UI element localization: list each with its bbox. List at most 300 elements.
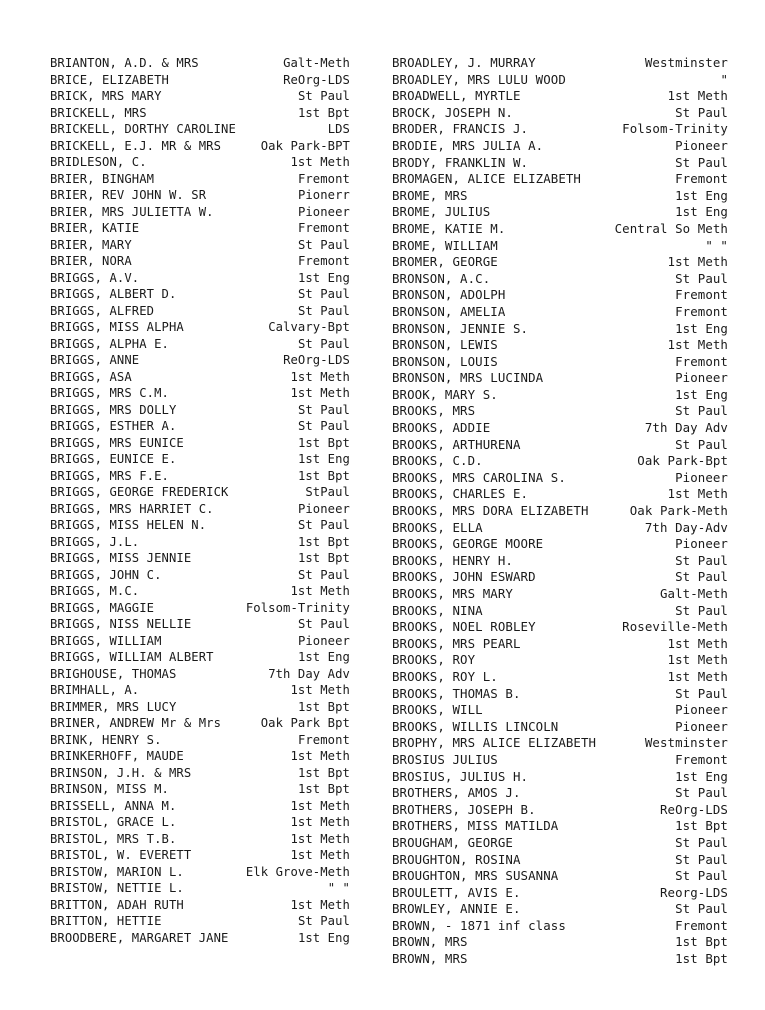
- entry-name: BRIMMER, MRS LUCY: [50, 699, 177, 714]
- entry-name: BROMAGEN, ALICE ELIZABETH: [392, 171, 581, 187]
- entry-church: St Paul: [675, 685, 728, 701]
- entry-church: 1st Eng: [297, 270, 350, 285]
- entry-name: BROOKS, ROY: [392, 652, 476, 668]
- entry-name: BROUGHTON, MRS SUSANNA: [392, 868, 559, 884]
- entry-name: BRIDLESON, C.: [50, 155, 147, 169]
- list-item: [392, 852, 728, 869]
- entry-name: BRIGGS, M.C.: [50, 584, 140, 598]
- list-item: [392, 835, 728, 852]
- entry-name: BROTHERS, JOSEPH B.: [392, 801, 536, 817]
- entry-church: 1st Meth: [667, 652, 728, 668]
- entry-name: BRINSON, MISS M.: [50, 782, 169, 796]
- entry-name: BRONSON, MRS LUCINDA: [392, 370, 544, 386]
- entry-church: Calvary-Bpt: [268, 320, 350, 334]
- list-item: [392, 702, 728, 719]
- entry-church: ReOrg-LDS: [283, 72, 350, 87]
- list-item: [392, 918, 728, 935]
- entry-name: BROOKS, ARTHURENA: [392, 436, 521, 452]
- list-item: [392, 818, 728, 835]
- entry-name: BRISTOW, MARION L.: [50, 864, 184, 879]
- entry-name: BROODBERE, MARGARET JANE: [50, 930, 229, 945]
- entry-name: BROPHY, MRS ALICE ELIZABETH: [392, 735, 597, 751]
- list-item: [50, 138, 350, 155]
- entry-church: 1st Eng: [675, 386, 728, 402]
- list-item: [50, 930, 350, 947]
- entry-church: Folsom-Trinity: [622, 121, 728, 137]
- entry-name: BRICE, ELIZABETH: [50, 72, 169, 87]
- list-item: [50, 748, 350, 765]
- list-item: [392, 486, 728, 503]
- list-item: [392, 88, 728, 105]
- entry-name: BRINSON, J.H. & MRS: [50, 765, 192, 780]
- entry-name: BRINKERHOFF, MAUDE: [50, 749, 184, 763]
- entry-church: Fremont: [297, 254, 350, 268]
- entry-church: St Paul: [297, 567, 350, 582]
- list-item: [392, 868, 728, 885]
- entry-church: 1st Meth: [667, 254, 728, 270]
- entry-church: ReOrg-LDS: [659, 801, 728, 817]
- list-item: [392, 802, 728, 819]
- list-item: [50, 616, 350, 633]
- entry-church: 7th Day-Adv: [644, 519, 728, 535]
- list-item: [392, 420, 728, 437]
- entry-church: Pioneer: [675, 718, 728, 734]
- entry-church: 1st Eng: [675, 320, 728, 336]
- list-item: [392, 287, 728, 304]
- entry-church: St Paul: [297, 419, 350, 433]
- entry-name: BROWLEY, ANNIE E.: [392, 901, 521, 917]
- entry-name: BRIGGS, ALPHA E.: [50, 336, 169, 351]
- right-column: [392, 55, 728, 968]
- list-item: [392, 885, 728, 902]
- entry-church: Fremont: [297, 732, 350, 747]
- entry-name: BROOKS, NOEL ROBLEY: [392, 619, 536, 635]
- entry-church: St Paul: [675, 154, 728, 170]
- entry-church: Fremont: [675, 751, 728, 767]
- list-item: [50, 385, 350, 402]
- entry-church: St Paul: [675, 552, 728, 568]
- list-item: [50, 600, 350, 617]
- entry-name: BRINK, HENRY S.: [50, 732, 162, 747]
- entry-name: BROOKS, HENRY H.: [392, 552, 513, 568]
- entry-name: BRIGGS, MISS JENNIE: [50, 551, 192, 565]
- entry-church: Galt-Meth: [659, 586, 728, 601]
- entry-name: BROADWELL, MYRTLE: [392, 88, 521, 104]
- entry-name: BROOKS, JOHN ESWARD: [392, 569, 536, 585]
- entry-church: St Paul: [675, 403, 728, 419]
- entry-name: BRONSON, JENNIE S.: [392, 320, 529, 336]
- entry-church: 1st Meth: [667, 337, 728, 353]
- entry-church: 1st Bpt: [297, 468, 350, 483]
- list-item: [392, 238, 728, 255]
- list-item: [392, 619, 728, 636]
- entry-name: BROWN, - 1871 inf class: [392, 917, 566, 933]
- list-item: [392, 403, 728, 420]
- entry-church: 1st Meth: [667, 635, 728, 651]
- list-item: [50, 319, 350, 336]
- entry-church: St Paul: [675, 785, 728, 801]
- list-item: [50, 847, 350, 864]
- entry-church: Fremont: [675, 353, 728, 369]
- list-item: [50, 649, 350, 666]
- list-item: [392, 553, 728, 570]
- list-item: [50, 336, 350, 353]
- entry-church: Roseville-Meth: [622, 619, 728, 635]
- entry-church: 1st Bpt: [675, 818, 728, 834]
- list-item: [392, 453, 728, 470]
- list-item: [392, 503, 728, 520]
- entry-church: Oak Park-Meth: [629, 503, 728, 519]
- entry-church: " ": [705, 237, 728, 253]
- entry-name: BROOKS, WILLIS LINCOLN: [392, 718, 559, 734]
- entry-church: 1st Meth: [290, 369, 350, 384]
- list-item: [50, 121, 350, 138]
- entry-church: Pioneer: [297, 204, 350, 219]
- entry-church: Galt-Meth: [283, 56, 350, 70]
- entry-name: BROOKS, THOMAS B.: [392, 685, 521, 701]
- entry-name: BRIGGS, MAGGIE: [50, 600, 155, 615]
- list-item: [50, 831, 350, 848]
- entry-name: BRIGGS, WILLIAM: [50, 633, 162, 648]
- entry-church: 1st Meth: [667, 88, 728, 104]
- list-item: [50, 435, 350, 452]
- list-item: [50, 220, 350, 237]
- entry-name: BROADLEY, J. MURRAY: [392, 55, 536, 70]
- entry-name: BRONSON, LEWIS: [392, 337, 498, 353]
- entry-name: BRONSON, A.C.: [392, 270, 491, 286]
- entry-church: 1st Meth: [667, 486, 728, 502]
- entry-name: BRIER, MRS JULIETTA W.: [50, 204, 214, 219]
- list-item: [50, 880, 350, 897]
- entry-name: BROOKS, MRS CAROLINA S.: [392, 469, 566, 485]
- entry-church: St Paul: [297, 617, 350, 631]
- list-item: [50, 253, 350, 270]
- entry-church: 7th Day Adv: [268, 666, 350, 681]
- entry-name: BRIGGS, MRS HARRIET C.: [50, 501, 214, 516]
- entry-name: BRIGGS, ALBERT D.: [50, 287, 177, 301]
- list-item: [50, 484, 350, 501]
- entry-church: 1st Meth: [290, 831, 350, 846]
- entry-name: BROME, WILLIAM: [392, 237, 498, 253]
- list-item: [392, 719, 728, 736]
- entry-name: BROOKS, MRS MARY: [392, 586, 513, 601]
- list-item: [392, 387, 728, 404]
- entry-name: BRISTOL, W. EVERETT: [50, 848, 192, 862]
- entry-name: BROCK, JOSEPH N.: [392, 104, 513, 120]
- entry-name: BRISSELL, ANNA M.: [50, 798, 177, 813]
- list-item: [392, 72, 728, 89]
- list-item: [50, 105, 350, 122]
- entry-name: BROOKS, MRS DORA ELIZABETH: [392, 503, 589, 519]
- entry-name: BRISTOL, MRS T.B.: [50, 831, 177, 846]
- list-item: [50, 88, 350, 105]
- entry-church: Fremont: [675, 303, 728, 319]
- entry-church: 1st Meth: [290, 155, 350, 169]
- entry-church: 1st Meth: [667, 668, 728, 684]
- entry-church: 1st Meth: [290, 683, 350, 697]
- entry-church: Pionerr: [297, 188, 350, 202]
- entry-name: BROOKS, ADDIE: [392, 420, 491, 436]
- list-item: [50, 550, 350, 567]
- entry-church: 1st Eng: [675, 768, 728, 784]
- entry-name: BROME, MRS: [392, 187, 468, 203]
- list-item: [50, 55, 350, 72]
- entry-church: Westminster: [644, 55, 728, 70]
- entry-name: BRIGGS, JOHN C.: [50, 567, 162, 582]
- entry-church: St Paul: [675, 868, 728, 884]
- entry-name: BRIGGS, ALFRED: [50, 303, 155, 318]
- list-item: [50, 666, 350, 683]
- entry-church: St Paul: [675, 602, 728, 618]
- list-item: [392, 569, 728, 586]
- entry-name: BRITTON, ADAH RUTH: [50, 897, 184, 912]
- entry-church: 1st Bpt: [297, 765, 350, 780]
- entry-church: 1st Bpt: [297, 551, 350, 565]
- list-item: [392, 155, 728, 172]
- entry-name: BRIGGS, MRS F.E.: [50, 468, 169, 483]
- entry-name: BROUGHTON, ROSINA: [392, 851, 521, 867]
- list-item: [392, 55, 728, 72]
- list-item: [50, 798, 350, 815]
- entry-name: BRIER, KATIE: [50, 221, 140, 235]
- entry-name: BROOKS, GEORGE MOORE: [392, 536, 544, 552]
- entry-name: BRISTOL, GRACE L.: [50, 815, 177, 829]
- entry-name: BRIER, BINGHAM: [50, 171, 155, 186]
- entry-church: Oak Park-Bpt: [637, 453, 728, 469]
- list-item: [50, 864, 350, 881]
- entry-name: BRINER, ANDREW Mr & Mrs: [50, 716, 222, 730]
- list-item: [50, 715, 350, 732]
- list-item: [50, 270, 350, 287]
- list-item: [50, 402, 350, 419]
- entry-name: BRIGHOUSE, THOMAS: [50, 666, 177, 681]
- list-item: [50, 517, 350, 534]
- list-item: [50, 765, 350, 782]
- entry-name: BRIGGS, ASA: [50, 369, 132, 384]
- entry-name: BRODY, FRANKLIN W.: [392, 154, 529, 170]
- entry-name: BROOKS, MRS: [392, 403, 476, 419]
- entry-church: " ": [327, 881, 350, 895]
- entry-church: 1st Bpt: [297, 105, 350, 120]
- entry-church: 1st Meth: [290, 897, 350, 912]
- list-item: [50, 352, 350, 369]
- entry-church: Fremont: [675, 287, 728, 303]
- list-item: [50, 154, 350, 171]
- entry-name: BRIGGS, J.L.: [50, 534, 140, 549]
- list-item: [392, 254, 728, 271]
- list-item: [50, 567, 350, 584]
- list-item: [50, 583, 350, 600]
- list-item: [50, 187, 350, 204]
- entry-name: BRIER, MARY: [50, 237, 132, 252]
- entry-name: BROOKS, WILL: [392, 702, 483, 718]
- entry-church: 1st Eng: [675, 204, 728, 220]
- entry-church: 1st Bpt: [297, 435, 350, 450]
- entry-name: BRICKELL, DORTHY CAROLINE: [50, 122, 236, 136]
- entry-name: BROULETT, AVIS E.: [392, 884, 521, 900]
- entry-name: BRICK, MRS MARY: [50, 89, 162, 103]
- entry-name: BROADLEY, MRS LULU WOOD: [392, 71, 566, 87]
- entry-church: St Paul: [297, 402, 350, 417]
- entry-name: BROWN, MRS: [392, 934, 468, 950]
- list-item: [392, 603, 728, 620]
- list-item: [50, 814, 350, 831]
- entry-name: BROME, KATIE M.: [392, 220, 506, 236]
- entry-name: BRIGGS, MRS EUNICE: [50, 435, 184, 450]
- entry-name: BROWN, MRS: [392, 951, 468, 967]
- entry-name: BRIGGS, WILLIAM ALBERT: [50, 650, 214, 664]
- entry-church: St Paul: [675, 834, 728, 850]
- entry-name: BRICKELL, E.J. MR & MRS: [50, 138, 222, 153]
- list-item: [392, 652, 728, 669]
- list-item: [392, 669, 728, 686]
- entry-church: Fremont: [675, 917, 728, 933]
- entry-church: Central So Meth: [614, 220, 728, 236]
- entry-church: Oak Park-BPT: [260, 138, 350, 153]
- entry-church: St Paul: [675, 270, 728, 286]
- list-item: [392, 354, 728, 371]
- list-item: [392, 769, 728, 786]
- entry-church: Folsom-Trinity: [245, 600, 350, 615]
- list-item: [392, 901, 728, 918]
- entry-church: 1st Bpt: [297, 534, 350, 549]
- entry-name: BRIGGS, NISS NELLIE: [50, 617, 192, 631]
- entry-name: BROOKS, CHARLES E.: [392, 486, 529, 502]
- entry-church: St Paul: [297, 914, 350, 928]
- list-item: [392, 105, 728, 122]
- list-item: [392, 204, 728, 221]
- entry-church: Pioneer: [675, 137, 728, 153]
- left-column: [50, 55, 350, 946]
- entry-church: Pioneer: [675, 469, 728, 485]
- entry-name: BRIMHALL, A.: [50, 683, 140, 697]
- entry-name: BRIGGS, ANNE: [50, 353, 140, 367]
- entry-church: 1st Bpt: [297, 782, 350, 796]
- entry-church: St Paul: [675, 901, 728, 917]
- entry-name: BROOKS, ROY L.: [392, 668, 498, 684]
- entry-name: BROTHERS, AMOS J.: [392, 785, 521, 801]
- entry-name: BRIGGS, MRS C.M.: [50, 386, 169, 400]
- entry-name: BRONSON, ADOLPH: [392, 287, 506, 303]
- entry-name: BROOKS, NINA: [392, 602, 483, 618]
- entry-church: Elk Grove-Meth: [245, 864, 350, 879]
- entry-name: BROTHERS, MISS MATILDA: [392, 818, 559, 834]
- list-item: [50, 732, 350, 749]
- entry-church: Oak Park Bpt: [260, 716, 350, 730]
- entry-name: BRICKELL, MRS: [50, 105, 147, 120]
- entry-name: BRODIE, MRS JULIA A.: [392, 137, 544, 153]
- list-item: [50, 369, 350, 386]
- entry-name: BRIANTON, A.D. & MRS: [50, 56, 199, 70]
- entry-church: St Paul: [297, 303, 350, 318]
- entry-name: BROMER, GEORGE: [392, 254, 498, 270]
- entry-church: St Paul: [675, 851, 728, 867]
- list-item: [50, 237, 350, 254]
- list-item: [392, 321, 728, 338]
- entry-church: 1st Meth: [290, 798, 350, 813]
- entry-name: BRIGGS, GEORGE FREDERICK: [50, 485, 229, 499]
- entry-name: BROOK, MARY S.: [392, 386, 498, 402]
- entry-name: BROOKS, MRS PEARL: [392, 635, 521, 651]
- list-item: [392, 934, 728, 951]
- entry-name: BRODER, FRANCIS J.: [392, 121, 529, 137]
- entry-church: 1st Eng: [297, 930, 350, 945]
- list-item: [50, 682, 350, 699]
- list-item: [50, 913, 350, 930]
- entry-name: BRIGGS, ESTHER A.: [50, 419, 177, 433]
- entry-church: 7th Day Adv: [644, 420, 728, 436]
- entry-church: StPaul: [305, 485, 350, 499]
- entry-name: BROSIUS JULIUS: [392, 751, 498, 767]
- entry-church: Fremont: [297, 171, 350, 186]
- entry-church: Reorg-LDS: [659, 884, 728, 900]
- entry-name: BRONSON, AMELIA: [392, 303, 506, 319]
- entry-church: St Paul: [297, 518, 350, 532]
- entry-church: 1st Meth: [290, 584, 350, 598]
- entry-church: St Paul: [675, 104, 728, 120]
- entry-church: 1st Eng: [675, 187, 728, 203]
- list-item: [392, 121, 728, 138]
- entry-name: BRIER, REV JOHN W. SR: [50, 188, 207, 202]
- entry-church: St Paul: [297, 237, 350, 252]
- entry-name: BROME, JULIUS: [392, 204, 491, 220]
- entry-church: Pioneer: [675, 536, 728, 552]
- entry-church: LDS: [327, 122, 350, 136]
- entry-church: 1st Eng: [297, 452, 350, 466]
- list-item: [50, 451, 350, 468]
- list-item: [50, 72, 350, 89]
- entry-church: 1st Eng: [297, 650, 350, 664]
- entry-church: St Paul: [297, 89, 350, 103]
- entry-name: BRIER, NORA: [50, 254, 132, 268]
- entry-name: BROOKS, ELLA: [392, 519, 483, 535]
- list-item: [392, 138, 728, 155]
- list-item: [50, 699, 350, 716]
- entry-church: 1st Meth: [290, 386, 350, 400]
- entry-name: BRISTOW, NETTIE L.: [50, 881, 184, 895]
- list-item: [50, 303, 350, 320]
- entry-church: 1st Bpt: [675, 934, 728, 950]
- list-item: [50, 171, 350, 188]
- list-item: [392, 337, 728, 354]
- entry-church: 1st Meth: [290, 815, 350, 829]
- list-item: [392, 586, 728, 603]
- entry-church: Westminster: [644, 735, 728, 751]
- list-item: [392, 437, 728, 454]
- entry-name: BRIGGS, MISS ALPHA: [50, 320, 184, 334]
- list-item: [392, 271, 728, 288]
- entry-church: St Paul: [297, 336, 350, 351]
- list-item: [50, 501, 350, 518]
- entry-name: BRIGGS, A.V.: [50, 270, 140, 285]
- list-item: [50, 418, 350, 435]
- list-item: [50, 781, 350, 798]
- list-item: [392, 171, 728, 188]
- entry-church: St Paul: [297, 287, 350, 301]
- entry-church: Pioneer: [675, 702, 728, 718]
- list-item: [392, 520, 728, 537]
- list-item: [392, 951, 728, 968]
- list-item: [392, 536, 728, 553]
- entry-church: ": [720, 71, 728, 87]
- entry-church: 1st Bpt: [675, 951, 728, 967]
- entry-name: BRIGGS, MISS HELEN N.: [50, 518, 207, 532]
- list-item: [50, 633, 350, 650]
- entry-church: 1st Meth: [290, 749, 350, 763]
- entry-church: Fremont: [675, 171, 728, 187]
- list-item: [392, 188, 728, 205]
- list-item: [392, 785, 728, 802]
